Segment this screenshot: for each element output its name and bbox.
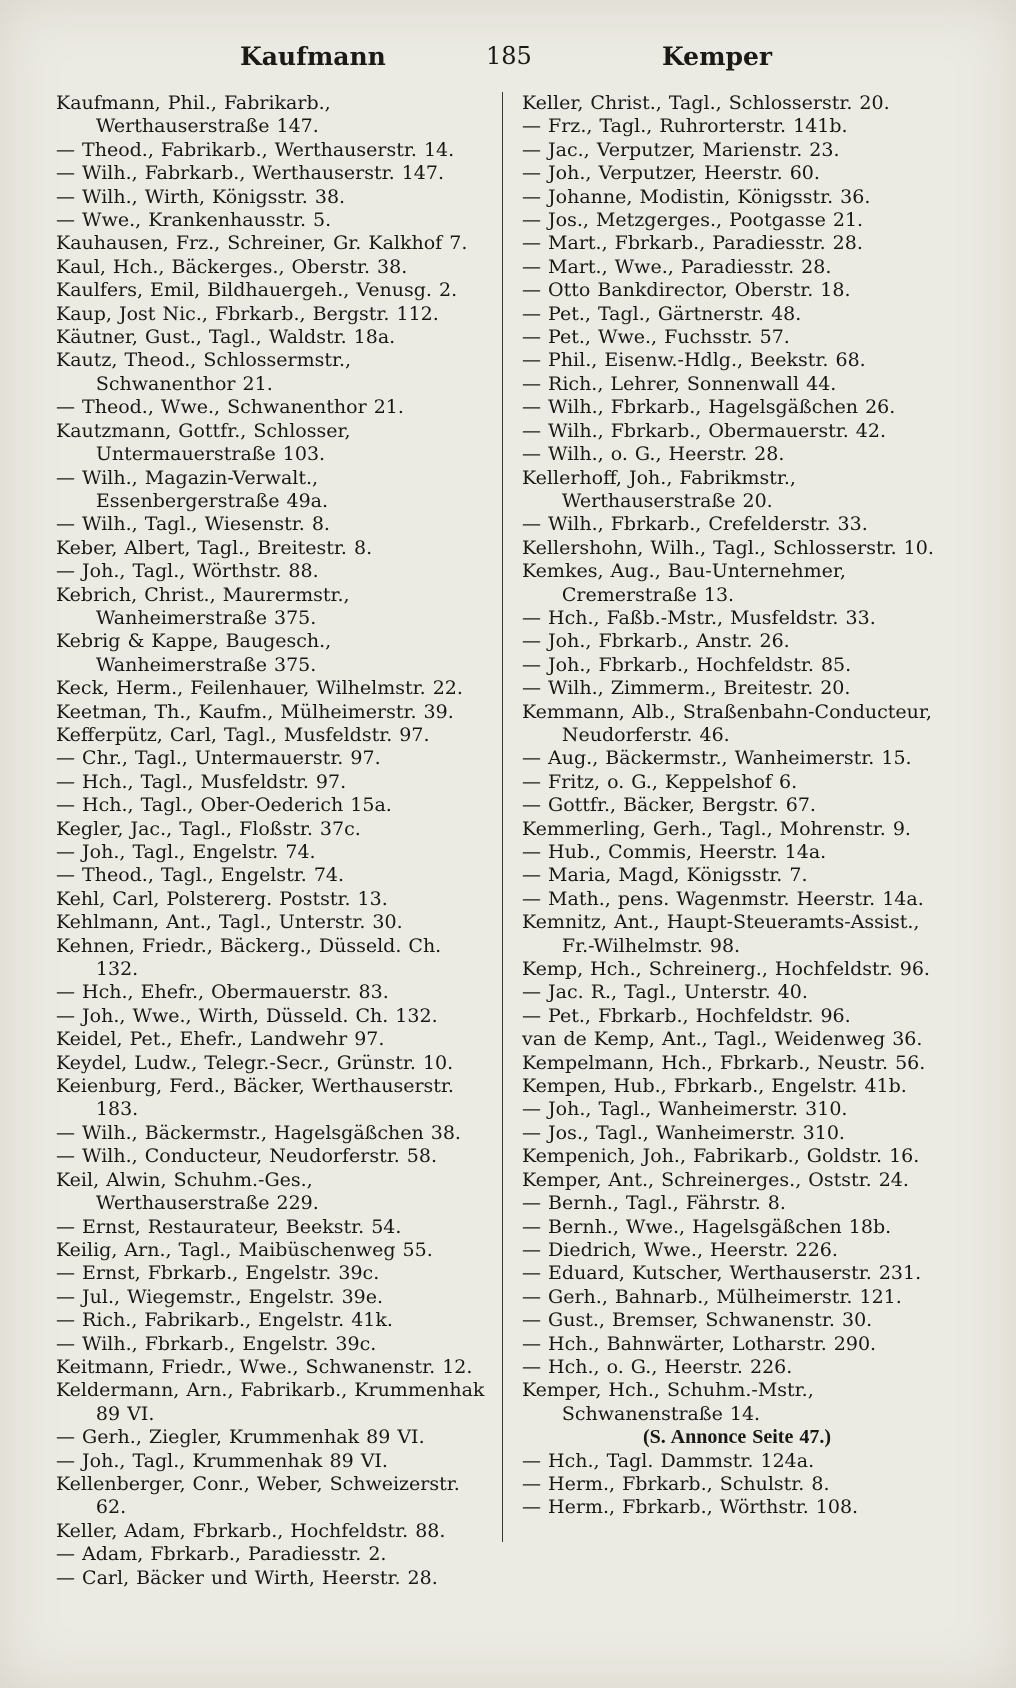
- directory-entry: Kaup, Jost Nic., Fbrkarb., Bergstr. 112.: [56, 302, 439, 325]
- directory-entry: — Rich., Fabrikarb., Engelstr. 41k.: [56, 1309, 393, 1332]
- directory-entry: — Hch., o. G., Heerstr. 226.: [522, 1355, 793, 1378]
- directory-entry: — Adam, Fbrkarb., Paradiesstr. 2.: [56, 1543, 387, 1566]
- right-column: [522, 92, 952, 1520]
- directory-entry: — Gerh., Bahnarb., Mülheimerstr. 121.: [522, 1285, 902, 1308]
- directory-entry: — Wilh., Fbrkarb., Obermauerstr. 42.: [522, 419, 887, 442]
- directory-entry: Kaulfers, Emil, Bildhauergeh., Venusg. 2.: [56, 279, 458, 302]
- directory-entry: Kemper, Hch., Schuhm.-Mstr., Schwanenstraße 14.: [522, 1379, 814, 1425]
- directory-entry: Käutner, Gust., Tagl., Waldstr. 18a.: [56, 326, 396, 349]
- directory-entry: — Joh., Tagl., Wanheimerstr. 310.: [522, 1098, 848, 1121]
- directory-entry: Kemp, Hch., Schreinerg., Hochfeldstr. 96.: [522, 958, 930, 981]
- directory-entry: — Gottfr., Bäcker, Bergstr. 67.: [522, 794, 816, 817]
- directory-entry: Kaufmann, Phil., Fabrikarb., Werthauserstraße 147.: [56, 92, 331, 138]
- directory-entry: — Frz., Tagl., Ruhrorterstr. 141b.: [522, 115, 848, 138]
- directory-entry: — Jac., Verputzer, Marienstr. 23.: [522, 138, 840, 161]
- directory-entry: Kempenich, Joh., Fabrikarb., Goldstr. 16.: [522, 1145, 920, 1168]
- directory-entry: Kellerhoff, Joh., Fabrikmstr., Werthauserstraße 20.: [522, 466, 796, 512]
- directory-entry: — Mart., Wwe., Paradiesstr. 28.: [522, 255, 832, 278]
- directory-entry: — Wilh., Wirth, Königsstr. 38.: [56, 185, 346, 208]
- directory-entry: — Gust., Bremser, Schwanenstr. 30.: [522, 1309, 873, 1332]
- directory-entry: — Bernh., Wwe., Hagelsgäßchen 18b.: [522, 1215, 892, 1238]
- directory-entry: — Wilh., Fbrkarb., Engelstr. 39c.: [56, 1332, 377, 1355]
- directory-entry: Keydel, Ludw., Telegr.-Secr., Grünstr. 10.: [56, 1051, 454, 1074]
- directory-entry: — Ernst, Restaurateur, Beekstr. 54.: [56, 1215, 402, 1238]
- directory-entry: Kaul, Hch., Bäckerges., Oberstr. 38.: [56, 255, 408, 278]
- directory-entry: — Ernst, Fbrkarb., Engelstr. 39c.: [56, 1262, 380, 1285]
- directory-entry: — Johanne, Modistin, Königsstr. 36.: [522, 185, 871, 208]
- directory-entry: — Wilh., Conducteur, Neudorferstr. 58.: [56, 1145, 438, 1168]
- directory-entry: — Wilh., Fbrkarb., Hagelsgäßchen 26.: [522, 396, 896, 419]
- directory-entry: — Hch., Bahnwärter, Lotharstr. 290.: [522, 1332, 877, 1355]
- directory-entry: Kemper, Ant., Schreinerges., Oststr. 24.: [522, 1168, 909, 1191]
- directory-entry: Keck, Herm., Feilenhauer, Wilhelmstr. 22.: [56, 677, 463, 700]
- directory-entry: Kemmerling, Gerh., Tagl., Mohrenstr. 9.: [522, 817, 911, 840]
- directory-entry: — Theod., Wwe., Schwanenthor 21.: [56, 396, 404, 419]
- advertisement-notice: (S. Annonce Seite 47.): [643, 1426, 831, 1449]
- directory-entry: — Wilh., o. G., Heerstr. 28.: [522, 443, 785, 466]
- directory-entry: Kempen, Hub., Fbrkarb., Engelstr. 41b.: [522, 1075, 907, 1098]
- directory-entry: — Jos., Metzgerges., Pootgasse 21.: [522, 209, 864, 232]
- directory-entry: — Hch., Faßb.-Mstr., Musfeldstr. 33.: [522, 606, 876, 629]
- directory-entry: Kemkes, Aug., Bau-Unternehmer, Cremerstraße 13.: [522, 560, 846, 606]
- directory-entry: Kellenberger, Conr., Weber, Schweizerstr. 62.: [56, 1472, 460, 1519]
- directory-entry: — Joh., Tagl., Krummenhak 89 VI.: [56, 1449, 388, 1472]
- directory-entry: Keilig, Arn., Tagl., Maibüschenweg 55.: [56, 1238, 433, 1261]
- directory-entry: — Gerh., Ziegler, Krummenhak 89 VI.: [56, 1426, 425, 1449]
- directory-entry: — Bernh., Tagl., Fährstr. 8.: [522, 1192, 786, 1215]
- left-running-head: Kaufmann: [240, 42, 386, 71]
- directory-entry: — Hub., Commis, Heerstr. 14a.: [522, 841, 827, 863]
- directory-entry: — Joh., Wwe., Wirth, Düsseld. Ch. 132.: [56, 1004, 438, 1027]
- directory-entry: — Theod., Fabrikarb., Werthauserstr. 14.: [56, 138, 455, 161]
- directory-entry: — Hch., Tagl., Musfeldstr. 97.: [56, 770, 347, 793]
- directory-entry: Kehnen, Friedr., Bäckerg., Düsseld. Ch. 132.: [56, 934, 442, 981]
- directory-entry: — Herm., Fbrkarb., Schulstr. 8.: [522, 1472, 830, 1495]
- directory-entry: — Wilh., Fbrkarb., Crefelderstr. 33.: [522, 513, 868, 536]
- directory-entry: Kautzmann, Gottfr., Schlosser, Untermauerstraße 103.: [56, 419, 351, 466]
- directory-entry: — Chr., Tagl., Untermauerstr. 97.: [56, 747, 381, 770]
- directory-entry: — Pet., Wwe., Fuchsstr. 57.: [522, 326, 790, 349]
- directory-entry: — Wilh., Zimmerm., Breitestr. 20.: [522, 677, 851, 700]
- directory-entry: Kauhausen, Frz., Schreiner, Gr. Kalkhof 7.: [56, 232, 468, 255]
- directory-entry: Keil, Alwin, Schuhm.-Ges., Werthauserstraße 229.: [56, 1168, 319, 1215]
- directory-entry: — Eduard, Kutscher, Werthauserstr. 231.: [522, 1262, 922, 1285]
- directory-entry: — Hch., Tagl. Dammstr. 124a.: [522, 1449, 815, 1472]
- directory-entry: — Wilh., Fabrkarb., Werthauserstr. 147.: [56, 162, 444, 185]
- directory-entry: Kemnitz, Ant., Haupt-Steueramts-Assist., Fr.-Wilhelmstr. 98.: [522, 911, 920, 957]
- directory-entry: Kegler, Jac., Tagl., Floßstr. 37c.: [56, 817, 361, 840]
- directory-entry: — Jul., Wiegemstr., Engelstr. 39e.: [56, 1285, 384, 1308]
- directory-entry: — Theod., Tagl., Engelstr. 74.: [56, 864, 345, 887]
- directory-entry: — Joh., Tagl., Engelstr. 74.: [56, 841, 316, 863]
- directory-entry: Kefferpütz, Carl, Tagl., Musfeldstr. 97.: [56, 723, 430, 746]
- directory-entry: Kautz, Theod., Schlossermstr., Schwanenthor 21.: [56, 349, 352, 395]
- directory-entry: — Pet., Fbrkarb., Hochfeldstr. 96.: [522, 1004, 851, 1027]
- directory-entry: — Joh., Tagl., Wörthstr. 88.: [56, 560, 319, 583]
- directory-entry: — Hch., Ehefr., Obermauerstr. 83.: [56, 981, 389, 1004]
- directory-entry: Keldermann, Arn., Fabrikarb., Krummenhak 89 VI.: [56, 1379, 485, 1425]
- directory-entry: Kehlmann, Ant., Tagl., Unterstr. 30.: [56, 911, 403, 934]
- directory-entry: — Wwe., Krankenhausstr. 5.: [56, 209, 332, 232]
- directory-entry: — Hch., Tagl., Ober-Oederich 15a.: [56, 794, 392, 817]
- directory-entry: — Rich., Lehrer, Sonnenwall 44.: [522, 372, 837, 395]
- directory-entry: — Math., pens. Wagenmstr. Heerstr. 14a.: [522, 887, 924, 910]
- directory-entry: Kehl, Carl, Polstererg. Poststr. 13.: [56, 887, 388, 910]
- directory-entry: — Mart., Fbrkarb., Paradiesstr. 28.: [522, 232, 863, 255]
- directory-entry: — Jac. R., Tagl., Unterstr. 40.: [522, 981, 808, 1004]
- directory-entry: Kemmann, Alb., Straßenbahn-Conducteur, Neudorferstr. 46.: [522, 700, 932, 746]
- directory-entry: — Wilh., Bäckermstr., Hagelsgäßchen 38.: [56, 1121, 461, 1144]
- directory-entry: Keller, Christ., Tagl., Schlosserstr. 20.: [522, 92, 890, 114]
- directory-entry: Kellershohn, Wilh., Tagl., Schlosserstr. 10.: [522, 536, 934, 559]
- directory-entry: — Joh., Verputzer, Heerstr. 60.: [522, 162, 820, 185]
- left-column: [56, 92, 486, 1590]
- directory-entry: — Aug., Bäckermstr., Wanheimerstr. 15.: [522, 747, 912, 770]
- directory-entry: — Carl, Bäcker und Wirth, Heerstr. 28.: [56, 1566, 438, 1589]
- directory-entry: Keller, Adam, Fbrkarb., Hochfeldstr. 88.: [56, 1519, 446, 1542]
- directory-entry: — Maria, Magd, Königsstr. 7.: [522, 864, 808, 887]
- directory-entry: Keitmann, Friedr., Wwe., Schwanenstr. 12.: [56, 1355, 473, 1378]
- directory-entry: — Otto Bankdirector, Oberstr. 18.: [522, 279, 851, 302]
- directory-entry: Kebrich, Christ., Maurermstr., Wanheimerstraße 375.: [56, 583, 350, 629]
- directory-entry: Keidel, Pet., Ehefr., Landwehr 97.: [56, 1028, 385, 1051]
- directory-entry: — Joh., Fbrkarb., Hochfeldstr. 85.: [522, 653, 852, 676]
- directory-entry: — Jos., Tagl., Wanheimerstr. 310.: [522, 1121, 845, 1144]
- directory-entry: — Fritz, o. G., Keppelshof 6.: [522, 770, 798, 793]
- directory-entry: Kebrig & Kappe, Baugesch., Wanheimerstraße 375.: [56, 630, 332, 676]
- directory-entry: — Herm., Fbrkarb., Wörthstr. 108.: [522, 1496, 859, 1519]
- directory-entry: — Wilh., Tagl., Wiesenstr. 8.: [56, 513, 330, 536]
- directory-entry: Keetman, Th., Kaufm., Mülheimerstr. 39.: [56, 700, 454, 723]
- directory-entry: — Joh., Fbrkarb., Anstr. 26.: [522, 630, 790, 653]
- page-number: 185: [486, 42, 532, 70]
- directory-entry: Keber, Albert, Tagl., Breitestr. 8.: [56, 536, 373, 559]
- right-running-head: Kemper: [662, 42, 773, 71]
- directory-entry: Keienburg, Ferd., Bäcker, Werthauserstr. 183.: [56, 1075, 454, 1121]
- directory-entry: Kempelmann, Hch., Fbrkarb., Neustr. 56.: [522, 1051, 926, 1074]
- directory-entry: van de Kemp, Ant., Tagl., Weidenweg 36.: [522, 1028, 923, 1051]
- directory-entry: — Wilh., Magazin-Verwalt., Essenbergerstraße 49a.: [56, 466, 329, 512]
- directory-entry: — Pet., Tagl., Gärtnerstr. 48.: [522, 302, 802, 325]
- directory-entry: — Phil., Eisenw.-Hdlg., Beekstr. 68.: [522, 349, 866, 372]
- directory-entry: — Diedrich, Wwe., Heerstr. 226.: [522, 1238, 838, 1261]
- page-header: [0, 42, 1016, 82]
